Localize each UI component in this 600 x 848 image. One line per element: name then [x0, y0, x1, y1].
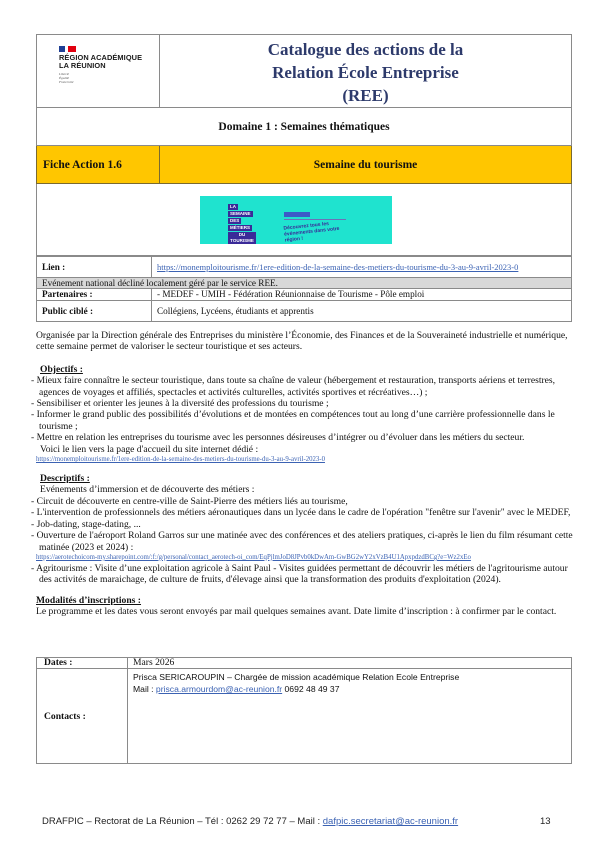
film-link[interactable]: https://aerotechoicom-my.sharepoint.com/:f:/g/personal/contact_aerotech-oi_com/EqPjlmJoD8JPvb0kDwAm-GwBG2wY2xVzB4U1ApxpdzdBCg?e=Wz2xEo [36, 553, 471, 561]
intro-paragraph: Organisée par la Direction générale des Entreprises du ministère l’Économie, des Finances et de la Souveraineté industrielle et numérique, cette semaine permet de valoriser le secteur touristique et ses acteurs. [36, 330, 568, 353]
footer-text: DRAFPIC – Rectorat de La Réunion – Tél : 0262 29 72 77 – Mail : [42, 816, 323, 827]
descriptifs-heading: Descriptifs : [40, 473, 90, 485]
badge-line: DES [230, 217, 240, 223]
badge-line: SEMAINE [230, 210, 251, 216]
event-note: Evénement national décliné localement géré par le service REE. [37, 278, 572, 289]
descriptifs-intro: Evénements d’immersion et de découverte des métiers : [40, 484, 255, 496]
descriptif-item: - Circuit de découverte en centre-ville de Saint-Pierre des métiers liés au tourisme, [31, 495, 348, 507]
objectif-item: - Informer le grand public des possibilités d’évolutions et de montées en compétences tout au long d’une carrière professionnelle dans le tourisme ; [31, 409, 555, 432]
public-cible-label: Public ciblé : [37, 301, 152, 322]
banner-tagline: Découvrez tous les événements dans votre région ! [283, 220, 340, 244]
title-line-3: (REE) [342, 85, 389, 105]
contacts-value [128, 669, 572, 764]
domain-heading: Domaine 1 : Semaines thématiques [37, 108, 572, 146]
logo-motto [59, 72, 159, 84]
objectif-item: - Sensibiliser et orienter les jeunes à la diversité des professions du tourisme ; [31, 398, 329, 410]
contact-name-role: Prisca SERICAROUPIN – Chargée de mission académique Relation Ecole Entreprise [133, 672, 460, 682]
objectifs-heading: Objectifs : [40, 363, 83, 375]
site-link[interactable]: https://monemploitourisme.fr/1ere-edition-de-la-semaine-des-metiers-du-tourisme-du-3-au-9-avril-2023-0 [36, 456, 325, 464]
title-line-2: Relation École Entreprise [272, 62, 459, 82]
lien-url-link[interactable]: https://monemploitourisme.fr/1ere-edition-de-la-semaine-des-metiers-du-tourisme-du-3-au-9-avril-2023-0 [157, 262, 519, 272]
semaine-metiers-tourisme-badge-icon [218, 202, 256, 243]
catalogue-title [160, 35, 572, 108]
modalites-text: Le programme et les dates vous seront envoyés par mail quelques semaines avant. Date limite d’inscription : à confirmer par le contact. [36, 606, 557, 618]
fiche-action-name: Semaine du tourisme [160, 146, 572, 184]
info-table [36, 256, 572, 322]
lien-label: Lien : [37, 257, 152, 278]
site-link-intro: Voici le lien vers la page d'accueil du site internet dédié : [40, 443, 259, 455]
badge-line: LA [230, 203, 236, 209]
modalites-heading: Modalités d’inscriptions : [36, 594, 142, 606]
partenaires-value: - MEDEF - UMIH - Fédération Réunionnaise de Tourisme - Pôle emploi [152, 289, 572, 301]
motto-egalite: Égalité [59, 76, 70, 80]
descriptif-item: - Job-dating, stage-dating, ... [31, 518, 141, 530]
agritourisme-item: - Agritourisme : Visite d’une exploitation agricole à Saint Paul - Visites guidées permettant de découvrir les métiers de l'agritourisme autour des activités de maraichage, de culture de fruits, d'élevage ainsi que la transformation des produits d'exploitation (2024). [31, 562, 568, 586]
contacts-label: Contacts : [37, 669, 128, 764]
banner-cell [37, 184, 572, 256]
footer-mail-link[interactable]: dafpic.secretariat@ac-reunion.fr [322, 816, 459, 827]
logo-title-line2: LA RÉUNION [59, 61, 106, 70]
title-line-1: Catalogue des actions de la [267, 39, 464, 59]
public-cible-value: Collégiens, Lycéens, étudiants et apprentis [152, 301, 572, 322]
dates-label: Dates : [37, 658, 128, 669]
contact-mail-link[interactable]: prisca.armourdom@ac-reunion.fr [155, 684, 283, 694]
region-academique-logo [59, 46, 159, 96]
semaine-tourisme-banner-image [200, 196, 392, 244]
badge-line: DU TOURISME [228, 232, 256, 244]
contact-phone: 0692 48 49 37 [282, 684, 340, 694]
banner-date-tag [284, 212, 310, 217]
contact-mail-line [133, 683, 566, 695]
logo-cell [37, 35, 160, 108]
header-table [36, 34, 572, 256]
objectif-item: - Mettre en relation les entreprises du tourisme avec les personnes désireuses d’intégrer ou d’évoluer dans les métiers du secteur. [31, 432, 525, 444]
motto-fraternite: Fraternité [59, 80, 74, 84]
badge-line: MÉTIERS [230, 224, 251, 230]
objectif-item: - Mieux faire connaître le secteur touristique, dans toute sa chaîne de valeur (hébergement et restauration, transports aériens et terrestres, agences de voyages et affiliés, spectacles et activités culturelles, activités sportives et récréatives…) ; [31, 375, 556, 398]
partenaires-label: Partenaires : [37, 289, 152, 301]
lien-value-cell [152, 257, 572, 278]
descriptif-item: - Ouverture de l'aéroport Roland Garros sur une matinée avec des conférences et des ateliers pratiques, ci-après le lien du film résumant cette matinée (2023 et 2024) : [31, 530, 573, 553]
page-footer [42, 816, 562, 827]
contact-mail-label: Mail : [133, 684, 156, 694]
dates-contacts-table [36, 657, 572, 764]
logo-title-line1: RÉGION ACADÉMIQUE [59, 53, 143, 62]
descriptif-item: - L'intervention de professionnels des métiers aéronautiques dans un lycée dans le cadre de l'opération "fenêtre sur l'avenir" avec le MEDEF, [31, 507, 571, 519]
dates-value: Mars 2026 [128, 658, 572, 669]
page-number: 13 [540, 816, 551, 827]
fiche-action-label: Fiche Action 1.6 [37, 146, 160, 184]
french-republic-flag-icon [59, 46, 159, 52]
description-body [31, 330, 576, 618]
motto-liberte: Liberté [59, 72, 70, 76]
